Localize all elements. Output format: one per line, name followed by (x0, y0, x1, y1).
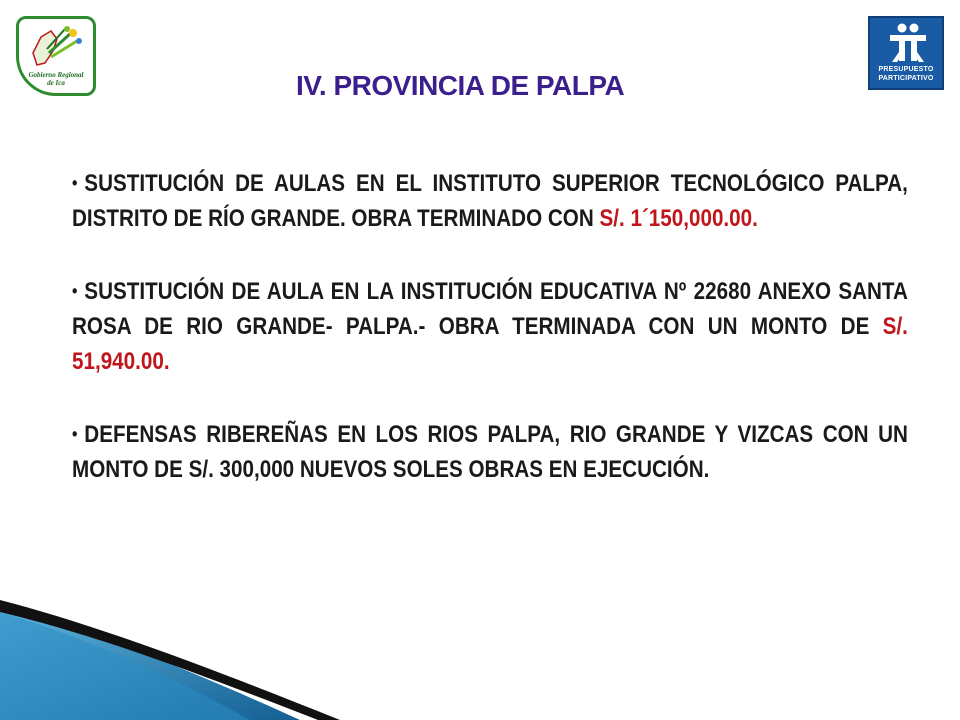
logo-left-line2: de Ica (47, 79, 65, 87)
logo-right-line1: PRESUPUESTO (878, 66, 934, 73)
slide-title: IV. PROVINCIA DE PALPA (296, 70, 625, 101)
bullet-dot-icon: • (72, 173, 78, 193)
bullet-amount: S/. 51,940.00. (72, 313, 908, 375)
region-map-icon (27, 23, 87, 73)
presupuesto-participativo-logo (868, 16, 944, 90)
bullet-text: SUSTITUCIÓN DE AULA EN LA INSTITUCIÓN EDUCATIVA Nº 22680 ANEXO SANTA ROSA DE RIO GRANDE- PALPA.- OBRA TERMINADA CON UN MONTO DE (72, 278, 908, 340)
bullet-list (72, 166, 908, 525)
logo-left-line1: Gobierno Regional (28, 71, 84, 79)
logo-right-line2: PARTICIPATIVO (878, 75, 934, 82)
decorative-swoosh (0, 590, 340, 720)
bullet-item-aulas-instituto (72, 166, 908, 236)
gobierno-regional-ica-logo (16, 16, 96, 96)
people-icon (888, 22, 928, 64)
bullet-text: DEFENSAS RIBEREÑAS EN LOS RIOS PALPA, RIO GRANDE Y VIZCAS CON UN MONTO DE S/. 300,000 NUEVOS SOLES OBRAS EN EJECUCIÓN. (72, 421, 908, 483)
bullet-text: SUSTITUCIÓN DE AULAS EN EL INSTITUTO SUPERIOR TECNOLÓGICO PALPA, DISTRITO DE RÍO GRANDE. OBRA TERMINADO CON (72, 170, 908, 232)
bullet-item-aula-institucion (72, 274, 908, 379)
bullet-dot-icon: • (72, 281, 78, 301)
bullet-amount: S/. 1´150,000.00. (599, 205, 758, 232)
bullet-dot-icon: • (72, 424, 78, 444)
bullet-item-defensas-riberenas (72, 417, 908, 487)
